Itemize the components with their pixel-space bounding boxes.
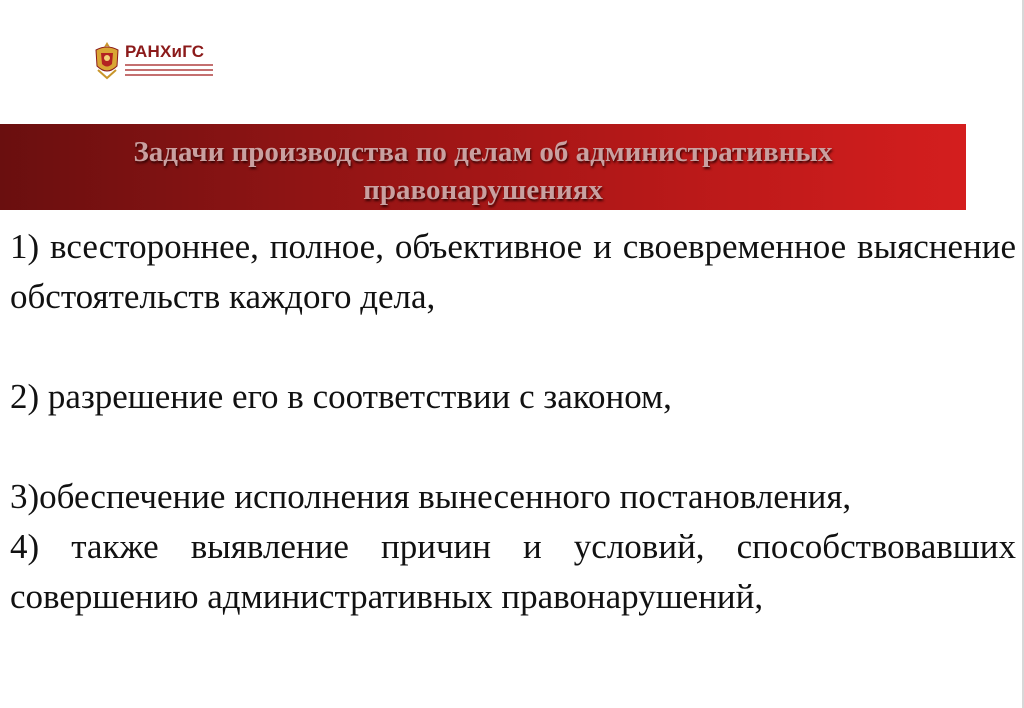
slide-title: [0, 133, 966, 209]
logo-name: РАНХиГС: [125, 42, 205, 61]
ranepa-logo: [92, 40, 232, 84]
task-item-2: 2) разрешение его в соответствии с законом,: [10, 377, 672, 416]
slide-title-line-2: правонарушениях: [363, 174, 603, 206]
task-item-4: 4) также выявление причин и условий, способствовавших совершению административных правонарушений,: [10, 527, 1016, 616]
task-item-1: 1) всестороннее, полное, объективное и своевременное выяснение обстоятельств каждого дела,: [10, 227, 1016, 316]
logo-subtitle-lines: [125, 64, 213, 79]
task-item-3: 3)обеспечение исполнения вынесенного постановления,: [10, 477, 852, 516]
emblem-icon: [92, 40, 122, 80]
slide-title-line-1: Задачи производства по делам об административных: [133, 136, 833, 168]
tasks-list: [10, 222, 1016, 622]
